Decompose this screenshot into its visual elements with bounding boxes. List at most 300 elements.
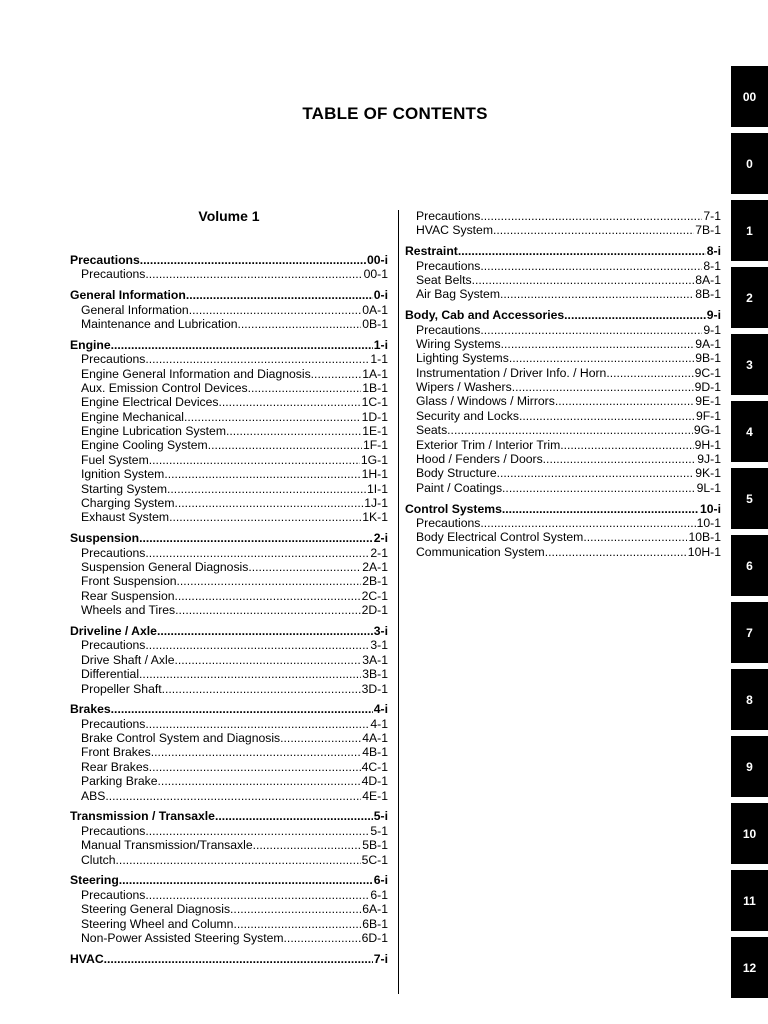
toc-section-heading-page: 7-i (373, 951, 388, 966)
toc-entry[interactable] (405, 516, 721, 530)
toc-entry[interactable] (405, 423, 721, 437)
toc-section-heading-label: HVAC (70, 951, 104, 966)
toc-entry[interactable] (70, 888, 388, 902)
toc-entry-page: 9F-1 (695, 408, 721, 423)
toc-entry-page: 4E-1 (362, 788, 388, 803)
toc-entry-page: 6-1 (370, 887, 388, 902)
toc-entry-page: 1I-1 (366, 481, 388, 496)
toc-entry[interactable] (405, 337, 721, 351)
toc-entry-label: Security and Locks (416, 408, 519, 423)
toc-entry-page: 0A-1 (362, 302, 388, 317)
toc-entry[interactable] (70, 438, 388, 452)
toc-entry-label: Precautions (416, 322, 481, 337)
toc-section-heading-page: 9-i (706, 308, 721, 323)
dot-leader (606, 366, 693, 380)
dot-leader (502, 481, 696, 495)
toc-entry-label: Precautions (81, 887, 146, 902)
toc-entry-label: Precautions (416, 209, 481, 223)
dot-leader (164, 467, 360, 481)
toc-entry-page: 5-1 (370, 823, 388, 838)
dot-leader (140, 253, 366, 267)
toc-entry-label: Paint / Coatings (416, 480, 503, 495)
dot-leader (151, 745, 361, 759)
toc-section-heading-label: Control Systems (405, 501, 502, 516)
toc-section-heading[interactable] (70, 338, 388, 352)
toc-section-heading[interactable] (70, 253, 388, 267)
dot-leader (186, 288, 373, 302)
toc-entry-page: 3B-1 (362, 667, 388, 682)
toc-entry[interactable] (70, 745, 388, 759)
dot-leader (497, 466, 695, 480)
toc-left-column (70, 253, 388, 972)
toc-entry[interactable] (70, 838, 388, 852)
toc-section-heading[interactable] (70, 952, 388, 966)
toc-entry[interactable] (70, 453, 388, 467)
toc-entry[interactable] (405, 273, 721, 287)
toc-entry-page: 5C-1 (361, 852, 388, 867)
toc-entry-label: Wipers / Washers (416, 380, 512, 395)
toc-section-heading-label: Precautions (70, 253, 140, 267)
section-tab[interactable]: 2 (731, 267, 768, 328)
dot-leader (480, 259, 702, 273)
toc-section-heading-page: 3-i (373, 623, 388, 638)
toc-section-heading[interactable] (405, 502, 721, 516)
toc-right-column (405, 209, 721, 566)
toc-entry-label: General Information (81, 302, 189, 317)
toc-entry-label: Engine Lubrication System (81, 424, 226, 439)
toc-section-heading[interactable] (70, 702, 388, 716)
toc-entry[interactable] (70, 667, 388, 681)
toc-entry-label: Exterior Trim / Interior Trim (416, 437, 561, 452)
toc-entry-label: Seats (416, 423, 448, 438)
toc-entry-page: 4C-1 (361, 759, 388, 774)
toc-section-heading[interactable] (70, 288, 388, 302)
dot-leader (169, 510, 361, 524)
dot-leader (512, 380, 694, 394)
dot-leader (248, 560, 361, 574)
dot-leader (177, 574, 362, 588)
dot-leader (175, 603, 360, 617)
toc-entry-page: 1-1 (370, 352, 388, 367)
toc-section (70, 809, 388, 867)
dot-leader (145, 824, 369, 838)
toc-entry-page: 1G-1 (360, 452, 388, 467)
toc-entry[interactable] (70, 917, 388, 931)
toc-entry-page: 7B-1 (695, 223, 721, 238)
toc-entry-label: Rear Brakes (81, 759, 149, 774)
toc-entry-page: 10B-1 (688, 530, 721, 545)
dot-leader (149, 453, 360, 467)
toc-entry-label: Starting System (81, 481, 168, 496)
toc-section-heading-page: 5-i (373, 809, 388, 824)
toc-entry[interactable] (405, 287, 721, 301)
toc-entry[interactable] (70, 367, 388, 381)
dot-leader (545, 545, 687, 559)
toc-entry-label: Differential (81, 667, 140, 682)
toc-entry-label: Body Electrical Control System (416, 530, 584, 545)
toc-entry[interactable] (70, 902, 388, 916)
toc-entry[interactable] (70, 603, 388, 617)
toc-entry-page: 3D-1 (361, 681, 388, 696)
toc-entry[interactable] (70, 574, 388, 588)
toc-entry[interactable] (70, 731, 388, 745)
toc-section-heading-label: General Information (70, 288, 186, 303)
toc-entry-page: 1F-1 (362, 438, 388, 453)
toc-section-heading[interactable] (70, 531, 388, 545)
toc-entry-page: 4-1 (370, 716, 388, 731)
toc-section-heading[interactable] (405, 244, 721, 258)
toc-entry[interactable] (70, 496, 388, 510)
dot-leader (280, 731, 361, 745)
toc-entry[interactable] (405, 545, 721, 559)
toc-entry-page: 1C-1 (361, 395, 388, 410)
dot-leader (230, 902, 361, 916)
dot-leader (145, 352, 369, 366)
dot-leader (311, 367, 362, 381)
toc-entry-page: 2C-1 (361, 588, 388, 603)
toc-entry-page: 6D-1 (361, 930, 388, 945)
toc-section-heading-label: Brakes (70, 702, 111, 717)
toc-entry-label: Engine Electrical Devices (81, 395, 219, 410)
toc-entry[interactable] (405, 366, 721, 380)
dot-leader (119, 873, 373, 887)
dot-leader (104, 952, 373, 966)
toc-entry[interactable] (70, 467, 388, 481)
section-tab[interactable]: 3 (731, 334, 768, 395)
toc-entry-page: 9H-1 (694, 437, 721, 452)
toc-entry[interactable] (70, 395, 388, 409)
toc-entry[interactable] (405, 452, 721, 466)
toc-entry-label: Body Structure (416, 466, 497, 481)
toc-section-heading-page: 10-i (699, 501, 721, 516)
dot-leader (480, 323, 702, 337)
toc-entry-page: 9L-1 (696, 480, 721, 495)
toc-entry[interactable] (405, 223, 721, 237)
toc-entry-page: 9K-1 (695, 466, 721, 481)
toc-entry-label: Fuel System (81, 452, 149, 467)
toc-entry-page: 5B-1 (362, 838, 388, 853)
toc-entry-page: 1E-1 (362, 424, 388, 439)
toc-section (70, 952, 388, 966)
dot-leader (248, 381, 362, 395)
toc-entry[interactable] (70, 410, 388, 424)
toc-entry-label: Front Brakes (81, 745, 151, 760)
toc-entry-label: Air Bag System (416, 287, 500, 302)
toc-entry-label: Glass / Windows / Mirrors (416, 394, 555, 409)
toc-entry[interactable] (70, 760, 388, 774)
toc-entry-label: ABS (81, 788, 106, 803)
dot-leader (502, 502, 699, 516)
toc-entry-label: Brake Control System and Diagnosis (81, 731, 281, 746)
toc-section-heading-label: Transmission / Transaxle (70, 809, 215, 824)
toc-entry-page: 2A-1 (362, 559, 388, 574)
toc-section-heading-label: Body, Cab and Accessories (405, 308, 565, 323)
toc-section-heading[interactable] (70, 873, 388, 887)
toc-entry-label: Manual Transmission/Transaxle (81, 838, 253, 853)
toc-entry[interactable] (70, 482, 388, 496)
dot-leader (500, 287, 694, 301)
toc-entry-page: 6A-1 (362, 902, 388, 917)
toc-entry-page: 2-1 (370, 545, 388, 560)
toc-entry-page: 0B-1 (362, 316, 388, 331)
toc-entry-page: 8B-1 (695, 287, 721, 302)
toc-section-heading-page: 00-i (366, 253, 388, 267)
toc-entry[interactable] (70, 303, 388, 317)
dot-leader (145, 888, 369, 902)
toc-entry-page: 3-1 (370, 638, 388, 653)
toc-entry-page: 2D-1 (361, 603, 388, 618)
dot-leader (480, 209, 702, 223)
toc-entry[interactable] (70, 546, 388, 560)
toc-entry-page: 9E-1 (695, 394, 721, 409)
toc-entry-label: Communication System (416, 544, 545, 559)
toc-section-heading-label: Driveline / Axle (70, 623, 157, 638)
toc-section-heading[interactable] (405, 308, 721, 322)
toc-entry-label: Ignition System (81, 467, 165, 482)
toc-entry[interactable] (405, 209, 721, 223)
dot-leader (145, 638, 369, 652)
dot-leader (447, 423, 693, 437)
toc-entry-page: 1K-1 (362, 510, 388, 525)
toc-entry-label: Seat Belts (416, 272, 472, 287)
dot-leader (480, 516, 695, 530)
dot-leader (555, 394, 694, 408)
toc-entry-label: Precautions (81, 545, 146, 560)
section-tab[interactable]: 10 (731, 803, 768, 864)
dot-leader (253, 838, 362, 852)
toc-section (405, 244, 721, 302)
toc-entry-label: Engine Mechanical (81, 409, 184, 424)
toc-entry[interactable] (405, 438, 721, 452)
column-divider (398, 210, 399, 994)
section-tab[interactable]: 00 (731, 66, 768, 127)
toc-entry-page: 9B-1 (695, 351, 721, 366)
toc-entry[interactable] (70, 589, 388, 603)
toc-entry-label: Precautions (81, 638, 146, 653)
toc-entry-label: Engine General Information and Diagnosis (81, 366, 311, 381)
section-tab[interactable]: 12 (731, 937, 768, 998)
dot-leader (543, 452, 697, 466)
dot-leader (233, 917, 361, 931)
dot-leader (145, 546, 369, 560)
toc-entry-label: Charging System (81, 496, 175, 511)
toc-section (70, 531, 388, 617)
toc-entry-label: Precautions (81, 823, 146, 838)
dot-leader (184, 410, 361, 424)
dot-leader (583, 530, 687, 544)
toc-entry-page: 6B-1 (362, 916, 388, 931)
toc-entry-label: Front Suspension (81, 574, 177, 589)
toc-entry[interactable] (405, 323, 721, 337)
toc-entry-label: Parking Brake (81, 774, 158, 789)
toc-entry[interactable] (405, 530, 721, 544)
dot-leader (509, 351, 694, 365)
dot-leader (174, 653, 361, 667)
toc-entry[interactable] (70, 317, 388, 331)
toc-entry-label: Precautions (81, 267, 146, 282)
section-tab[interactable]: 6 (731, 535, 768, 596)
toc-entry-page: 1A-1 (362, 366, 388, 381)
toc-section-heading-page: 0-i (373, 288, 388, 303)
toc-entry-page: 3A-1 (362, 652, 388, 667)
toc-section-heading-label: Steering (70, 873, 119, 888)
dot-leader (501, 337, 695, 351)
toc-section-heading-page: 8-i (706, 244, 721, 259)
dot-leader (519, 409, 695, 423)
toc-section (70, 873, 388, 945)
toc-entry[interactable] (70, 853, 388, 867)
dot-leader (149, 760, 361, 774)
dot-leader (145, 267, 362, 281)
toc-entry-label: Engine Cooling System (81, 438, 208, 453)
dot-leader (157, 624, 373, 638)
toc-section (70, 288, 388, 331)
toc-section-heading-page: 6-i (373, 873, 388, 888)
toc-entry-page: 00-1 (363, 267, 388, 282)
toc-entry-page: 10H-1 (687, 544, 721, 559)
dot-leader (226, 424, 361, 438)
toc-section-heading-label: Suspension (70, 531, 140, 546)
dot-leader (493, 223, 694, 237)
toc-entry-label: Precautions (416, 258, 481, 273)
dot-leader (219, 395, 361, 409)
toc-entry-page: 2B-1 (362, 574, 388, 589)
dot-leader (284, 931, 361, 945)
dot-leader (116, 853, 361, 867)
dot-leader (139, 531, 373, 545)
dot-leader (162, 682, 361, 696)
section-tabs (731, 66, 768, 1004)
toc-entry-page: 1J-1 (364, 496, 388, 511)
toc-section-heading-page: 2-i (373, 531, 388, 546)
toc-entry[interactable] (70, 824, 388, 838)
dot-leader (560, 438, 693, 452)
toc-entry[interactable] (70, 560, 388, 574)
section-tab[interactable]: 0 (731, 133, 768, 194)
toc-entry[interactable] (70, 789, 388, 803)
section-tab[interactable]: 7 (731, 602, 768, 663)
toc-section (70, 338, 388, 525)
toc-entry-page: 9C-1 (694, 365, 721, 380)
toc-entry-page: 8-1 (703, 258, 721, 273)
dot-leader (208, 438, 362, 452)
toc-entry[interactable] (70, 774, 388, 788)
dot-leader (158, 774, 361, 788)
toc-entry-label: Suspension General Diagnosis (81, 559, 249, 574)
toc-entry-page: 1B-1 (362, 380, 388, 395)
toc-entry-page: 4D-1 (361, 774, 388, 789)
toc-entry-label: Drive Shaft / Axle (81, 652, 175, 667)
toc-entry-label: Steering General Diagnosis (81, 902, 231, 917)
dot-leader (238, 317, 362, 331)
toc-entry-label: Rear Suspension (81, 588, 175, 603)
toc-section-heading[interactable] (70, 809, 388, 823)
volume-title: Volume 1 (198, 208, 260, 224)
toc-entry-label: Non-Power Assisted Steering System (81, 930, 284, 945)
toc-entry[interactable] (405, 259, 721, 273)
toc-entry[interactable] (70, 931, 388, 945)
toc-entry[interactable] (70, 682, 388, 696)
toc-entry-page: 9G-1 (693, 423, 721, 438)
toc-entry-page: 9J-1 (697, 452, 721, 467)
toc-section-heading-page: 4-i (373, 702, 388, 717)
toc-entry-page: 1H-1 (361, 467, 388, 482)
toc-section-heading-page: 1-i (373, 337, 388, 352)
toc-entry-page: 9D-1 (694, 380, 721, 395)
dot-leader (458, 244, 706, 258)
section-tab[interactable]: 5 (731, 468, 768, 529)
section-tab[interactable]: 4 (731, 401, 768, 462)
toc-section-heading[interactable] (70, 624, 388, 638)
toc-entry-page: 9-1 (703, 322, 721, 337)
toc-entry-page: 8A-1 (695, 272, 721, 287)
section-tab[interactable]: 11 (731, 870, 768, 931)
toc-section-heading-label: Restraint (405, 244, 458, 259)
toc-entry-label: Wheels and Tires (81, 603, 176, 618)
toc-entry-label: Maintenance and Lubrication (81, 316, 238, 331)
toc-entry[interactable] (70, 381, 388, 395)
toc-entry-label: Steering Wheel and Column (81, 916, 234, 931)
toc-entry[interactable] (405, 380, 721, 394)
toc-entry[interactable] (405, 409, 721, 423)
page-title: TABLE OF CONTENTS (302, 104, 488, 123)
dot-leader (111, 338, 373, 352)
dot-leader (189, 303, 362, 317)
dot-leader (175, 589, 361, 603)
toc-entry-label: Wiring Systems (416, 336, 501, 351)
toc-entry[interactable] (70, 717, 388, 731)
toc-section (405, 502, 721, 560)
toc-entry[interactable] (405, 466, 721, 480)
toc-entry-page: 9A-1 (695, 336, 721, 351)
toc-entry-page: 7-1 (703, 209, 721, 223)
section-tab[interactable]: 9 (731, 736, 768, 797)
toc-section (70, 702, 388, 803)
toc-entry-page: 4B-1 (362, 745, 388, 760)
dot-leader (145, 717, 369, 731)
toc-entry[interactable] (70, 424, 388, 438)
dot-leader (564, 308, 706, 322)
dot-leader (167, 482, 366, 496)
toc-entry-label: Instrumentation / Driver Info. / Horn (416, 365, 607, 380)
toc-section (405, 308, 721, 495)
toc-entry[interactable] (405, 481, 721, 495)
toc-section (70, 253, 388, 282)
section-tab[interactable]: 1 (731, 200, 768, 261)
toc-entry-label: Propeller Shaft (81, 681, 162, 696)
toc-section-heading-label: Engine (70, 337, 111, 352)
toc-entry-label: Hood / Fenders / Doors (416, 452, 543, 467)
toc-entry[interactable] (70, 510, 388, 524)
toc-entry-label: Exhaust System (81, 510, 170, 525)
toc-entry-label: HVAC System (416, 223, 493, 238)
toc-entry[interactable] (70, 638, 388, 652)
toc-entry[interactable] (405, 394, 721, 408)
section-tab[interactable]: 8 (731, 669, 768, 730)
dot-leader (105, 789, 361, 803)
toc-entry-label: Aux. Emission Control Devices (81, 380, 248, 395)
toc-entry[interactable] (70, 352, 388, 366)
dot-leader (174, 496, 363, 510)
dot-leader (472, 273, 695, 287)
toc-entry-page: 10-1 (696, 515, 721, 530)
toc-entry[interactable] (405, 351, 721, 365)
toc-entry-page: 1D-1 (361, 409, 388, 424)
toc-entry[interactable] (70, 267, 388, 281)
toc-entry-label: Precautions (416, 515, 481, 530)
dot-leader (215, 809, 373, 823)
toc-entry[interactable] (70, 653, 388, 667)
